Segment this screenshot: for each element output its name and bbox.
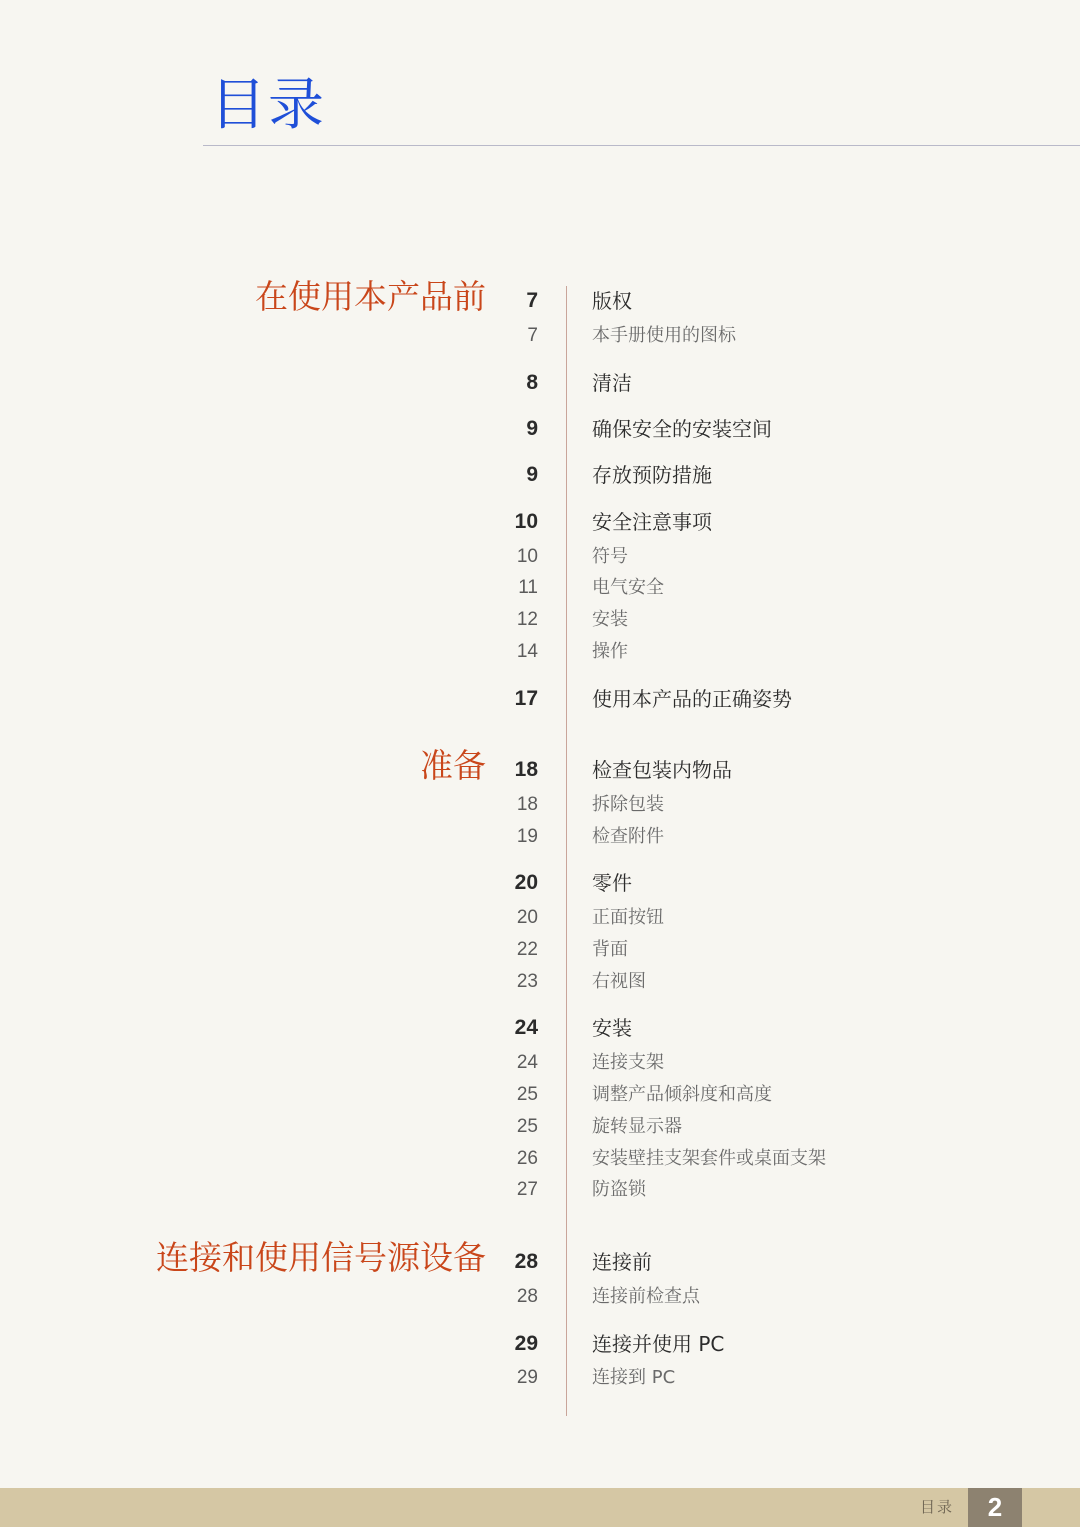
toc-entry-label: 本手册使用的图标 bbox=[592, 325, 736, 346]
toc-entry[interactable] bbox=[0, 321, 1080, 351]
page-title: 目录 bbox=[210, 73, 326, 138]
toc-page-number: 20 bbox=[516, 907, 538, 928]
toc-page-number: 18 bbox=[514, 758, 538, 781]
section-title-connecting[interactable]: 连接和使用信号源设备 bbox=[156, 1238, 486, 1277]
toc-entry-label: 安装 bbox=[592, 609, 628, 630]
toc-page-number: 17 bbox=[514, 687, 538, 710]
toc-entry[interactable] bbox=[0, 368, 1080, 398]
toc-entry[interactable] bbox=[0, 637, 1080, 667]
toc-page-number: 19 bbox=[516, 826, 538, 847]
toc-entry[interactable] bbox=[0, 868, 1080, 898]
toc-entry-label: 检查附件 bbox=[592, 826, 664, 847]
toc-entry[interactable] bbox=[0, 967, 1080, 997]
toc-entry[interactable] bbox=[0, 460, 1080, 490]
toc-entry-label: 清洁 bbox=[592, 371, 632, 395]
toc-page-number: 25 bbox=[516, 1116, 538, 1137]
toc-entry-label: 背面 bbox=[592, 939, 628, 960]
toc-entry-label: 连接到 PC bbox=[592, 1367, 676, 1388]
toc-entry-label: 安全注意事项 bbox=[592, 510, 712, 534]
toc-entry-label: 连接前 bbox=[592, 1250, 652, 1274]
toc-page-number: 20 bbox=[514, 871, 538, 894]
toc-page-number: 25 bbox=[516, 1084, 538, 1105]
toc-page-number: 11 bbox=[518, 577, 538, 598]
toc-entry-label: 正面按钮 bbox=[592, 907, 664, 928]
toc-page-number: 14 bbox=[516, 641, 538, 662]
toc-entry-label: 存放预防措施 bbox=[592, 463, 712, 487]
toc-entry-label: 防盗锁 bbox=[592, 1179, 646, 1200]
toc-page-number: 9 bbox=[526, 463, 538, 486]
toc-entry[interactable] bbox=[0, 286, 1080, 316]
toc-page-number: 22 bbox=[516, 939, 538, 960]
toc-page-number: 28 bbox=[514, 1250, 538, 1273]
toc-entry[interactable] bbox=[0, 755, 1080, 785]
toc-entry[interactable] bbox=[0, 573, 1080, 603]
toc-page-number: 12 bbox=[516, 609, 538, 630]
toc-entry-label: 零件 bbox=[592, 871, 632, 895]
toc-entry[interactable] bbox=[0, 1175, 1080, 1205]
toc-entry-label: 旋转显示器 bbox=[592, 1116, 682, 1137]
toc-entry[interactable] bbox=[0, 684, 1080, 714]
toc-entry[interactable] bbox=[0, 822, 1080, 852]
toc-entry[interactable] bbox=[0, 790, 1080, 820]
toc-entry[interactable] bbox=[0, 1048, 1080, 1078]
toc-page-number: 23 bbox=[516, 971, 538, 992]
toc-entry[interactable] bbox=[0, 1013, 1080, 1043]
toc-page-number: 10 bbox=[516, 546, 538, 567]
toc-page-number: 24 bbox=[514, 1016, 538, 1039]
title-divider bbox=[203, 145, 1080, 146]
toc-page-number: 7 bbox=[527, 325, 538, 346]
toc-entry-label: 安装壁挂支架套件或桌面支架 bbox=[592, 1148, 826, 1169]
toc-entry-label: 确保安全的安装空间 bbox=[592, 417, 772, 441]
toc-entry[interactable] bbox=[0, 1363, 1080, 1393]
toc-entry[interactable] bbox=[0, 1247, 1080, 1277]
toc-entry-label: 版权 bbox=[592, 289, 632, 313]
toc-entry[interactable] bbox=[0, 414, 1080, 444]
footer-bar bbox=[0, 1488, 1080, 1527]
footer-page-number: 2 bbox=[968, 1488, 1022, 1527]
toc-entry-label: 右视图 bbox=[592, 971, 646, 992]
toc-entry[interactable] bbox=[0, 507, 1080, 537]
toc-entry-label: 符号 bbox=[592, 546, 628, 567]
toc-page-number: 27 bbox=[516, 1179, 538, 1200]
toc-page-number: 18 bbox=[516, 794, 538, 815]
toc-entry-label: 调整产品倾斜度和高度 bbox=[592, 1084, 772, 1105]
toc-entry-label: 连接前检查点 bbox=[592, 1286, 700, 1307]
toc-entry[interactable] bbox=[0, 935, 1080, 965]
toc-entry[interactable] bbox=[0, 1144, 1080, 1174]
toc-page-number: 29 bbox=[516, 1367, 538, 1388]
toc-entry-label: 操作 bbox=[592, 641, 628, 662]
toc-page-number: 8 bbox=[526, 371, 538, 394]
toc-entry[interactable] bbox=[0, 542, 1080, 572]
toc-entry-label: 连接并使用 PC bbox=[592, 1332, 725, 1356]
toc-entry[interactable] bbox=[0, 605, 1080, 635]
section-title-preparation[interactable]: 准备 bbox=[420, 746, 486, 785]
toc-entry[interactable] bbox=[0, 1112, 1080, 1142]
toc-entry-label: 使用本产品的正确姿势 bbox=[592, 687, 792, 711]
toc-entry-label: 安装 bbox=[592, 1016, 632, 1040]
toc-entry-label: 拆除包装 bbox=[592, 794, 664, 815]
toc-page-number: 26 bbox=[516, 1148, 538, 1169]
footer-section-label: 目录 bbox=[919, 1498, 954, 1516]
toc-page-number: 9 bbox=[526, 417, 538, 440]
toc-entry-label: 检查包装内物品 bbox=[592, 758, 732, 782]
toc-entry[interactable] bbox=[0, 1282, 1080, 1312]
toc-page-number: 29 bbox=[514, 1332, 538, 1355]
toc-entry[interactable] bbox=[0, 1329, 1080, 1359]
toc-entry-label: 连接支架 bbox=[592, 1052, 664, 1073]
toc-entry-label: 电气安全 bbox=[592, 577, 664, 598]
section-title-before-use[interactable]: 在使用本产品前 bbox=[255, 277, 486, 316]
toc-page-number: 28 bbox=[516, 1286, 538, 1307]
toc-page-number: 7 bbox=[526, 289, 538, 312]
toc-entry[interactable] bbox=[0, 1080, 1080, 1110]
toc-entry[interactable] bbox=[0, 903, 1080, 933]
toc-page-number: 24 bbox=[516, 1052, 538, 1073]
toc-page-number: 10 bbox=[514, 510, 538, 533]
